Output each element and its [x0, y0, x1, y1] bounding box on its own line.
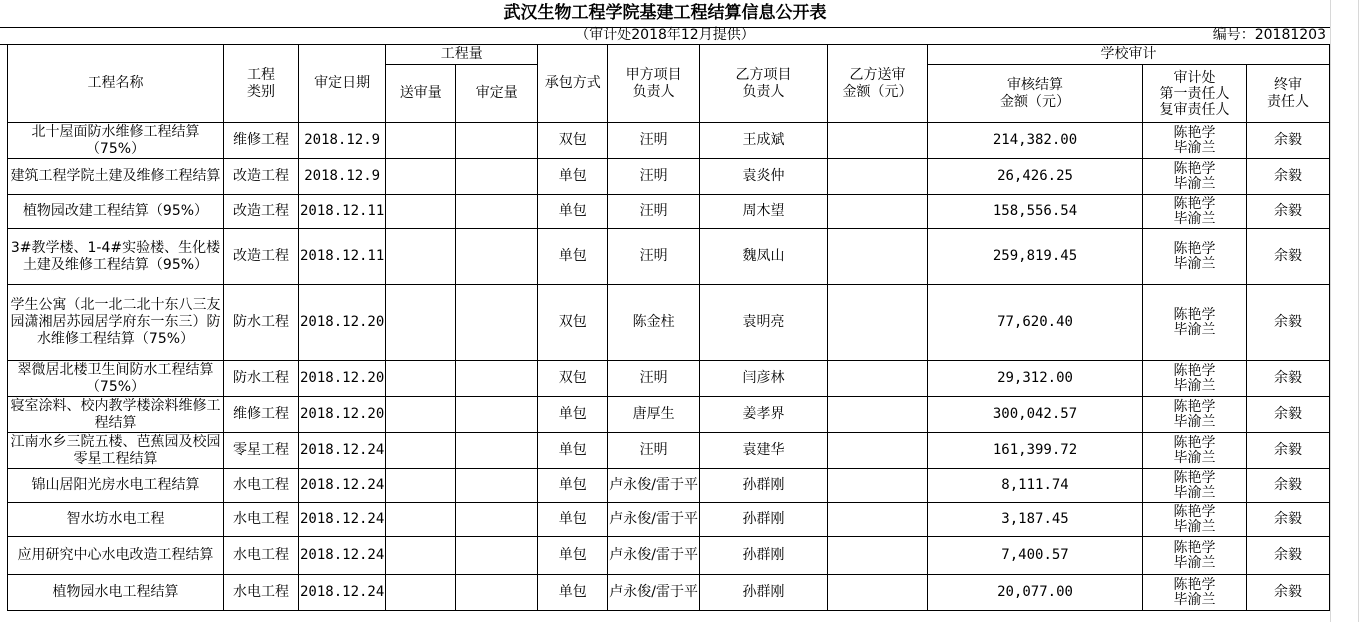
- audit-reviewers-cell[interactable]: [1143, 123, 1247, 159]
- approved-qty-cell[interactable]: [456, 123, 538, 159]
- submitted-qty-cell[interactable]: [386, 159, 456, 195]
- second-auditor: 毕渝兰: [1173, 377, 1216, 394]
- contract-mode-cell[interactable]: 单包: [538, 575, 608, 611]
- header-project-name: 工程名称: [8, 45, 224, 123]
- header-party-b-amount: 乙方送审 金额（元）: [828, 45, 928, 123]
- project-type-cell[interactable]: 防水工程: [224, 361, 299, 397]
- submitted-qty-cell[interactable]: [386, 537, 456, 575]
- project-name-cell[interactable]: 应用研究中心水电改造工程结算: [8, 537, 224, 575]
- party-b-manager-cell[interactable]: 闫彦林: [700, 361, 828, 397]
- party-a-manager-cell[interactable]: 汪明: [608, 433, 700, 469]
- table-row: [8, 229, 1330, 285]
- final-reviewer-cell[interactable]: 余毅: [1247, 433, 1330, 469]
- audit-amount-cell[interactable]: 8,111.74: [928, 469, 1143, 503]
- party-b-amount-cell[interactable]: [828, 195, 928, 229]
- first-auditor: 陈艳学: [1173, 503, 1216, 520]
- submitted-qty-cell[interactable]: [386, 397, 456, 433]
- final-reviewer-cell[interactable]: 余毅: [1247, 575, 1330, 611]
- table-row: [8, 285, 1330, 361]
- document-number: 编号：20181203: [1212, 27, 1326, 43]
- party-a-manager-cell[interactable]: 汪明: [608, 159, 700, 195]
- contract-mode-cell[interactable]: 单包: [538, 397, 608, 433]
- audit-amount-cell[interactable]: 29,312.00: [928, 361, 1143, 397]
- settlement-table: [7, 44, 1330, 611]
- audit-reviewers-cell[interactable]: [1143, 469, 1247, 503]
- audit-reviewers-cell[interactable]: [1143, 361, 1247, 397]
- party-b-amount-cell[interactable]: [828, 469, 928, 503]
- final-reviewer-cell[interactable]: 余毅: [1247, 361, 1330, 397]
- first-auditor: 陈艳学: [1173, 124, 1216, 141]
- project-type-cell[interactable]: 防水工程: [224, 285, 299, 361]
- table-row: [8, 195, 1330, 229]
- header-final-reviewer: 终审 责任人: [1247, 65, 1330, 123]
- second-auditor: 毕渝兰: [1173, 413, 1216, 430]
- party-b-manager-cell[interactable]: 姜孝界: [700, 397, 828, 433]
- audit-reviewers-cell[interactable]: [1143, 575, 1247, 611]
- submitted-qty-cell[interactable]: [386, 503, 456, 537]
- audit-amount-cell[interactable]: 300,042.57: [928, 397, 1143, 433]
- submitted-qty-cell[interactable]: [386, 575, 456, 611]
- party-b-manager-cell[interactable]: 魏凤山: [700, 229, 828, 285]
- submitted-qty-cell[interactable]: [386, 361, 456, 397]
- approved-qty-cell[interactable]: [456, 469, 538, 503]
- first-auditor: 陈艳学: [1173, 469, 1216, 486]
- project-name-cell[interactable]: 北十屋面防水维修工程结算（75%）: [8, 123, 224, 159]
- party-b-manager-cell[interactable]: 孙群刚: [700, 537, 828, 575]
- audit-reviewers-cell[interactable]: [1143, 159, 1247, 195]
- contract-mode-cell[interactable]: 单包: [538, 195, 608, 229]
- second-auditor: 毕渝兰: [1173, 449, 1216, 466]
- audit-reviewers-cell[interactable]: [1143, 229, 1247, 285]
- project-type-cell[interactable]: 水电工程: [224, 575, 299, 611]
- audit-amount-cell[interactable]: 77,620.40: [928, 285, 1143, 361]
- approval-date-cell[interactable]: 2018.12.9: [299, 123, 386, 159]
- table-row: [8, 503, 1330, 537]
- party-b-manager-cell[interactable]: 袁炎仲: [700, 159, 828, 195]
- document-title: 武汉生物工程学院基建工程结算信息公开表: [0, 0, 1330, 28]
- party-a-manager-cell[interactable]: 卢永俊/雷于平: [608, 503, 700, 537]
- project-name-cell[interactable]: 植物园水电工程结算: [8, 575, 224, 611]
- audit-reviewers-cell[interactable]: [1143, 397, 1247, 433]
- audit-amount-cell[interactable]: 158,556.54: [928, 195, 1143, 229]
- header-party-b-manager: 乙方项目 负责人: [700, 45, 828, 123]
- project-name-cell[interactable]: 锦山居阳光房水电工程结算: [8, 469, 224, 503]
- subtitle-row: [0, 27, 1330, 45]
- header-party-a-manager: 甲方项目 负责人: [608, 45, 700, 123]
- project-type-cell[interactable]: 维修工程: [224, 397, 299, 433]
- table-row: [8, 433, 1330, 469]
- second-auditor: 毕渝兰: [1173, 484, 1216, 501]
- approved-qty-cell[interactable]: [456, 433, 538, 469]
- party-a-manager-cell[interactable]: 陈金柱: [608, 285, 700, 361]
- header-approved-qty: 审定量: [456, 65, 538, 123]
- approved-qty-cell[interactable]: [456, 195, 538, 229]
- final-reviewer-cell[interactable]: 余毅: [1247, 537, 1330, 575]
- approval-date-cell[interactable]: 2018.12.20: [299, 361, 386, 397]
- approval-date-cell[interactable]: 2018.12.20: [299, 285, 386, 361]
- party-b-amount-cell[interactable]: [828, 123, 928, 159]
- sheet-gridline: [1330, 0, 1331, 622]
- first-auditor: 陈艳学: [1173, 398, 1216, 415]
- submitted-qty-cell[interactable]: [386, 285, 456, 361]
- party-b-amount-cell[interactable]: [828, 397, 928, 433]
- party-b-amount-cell[interactable]: [828, 537, 928, 575]
- first-auditor: 陈艳学: [1173, 306, 1216, 323]
- header-row-1: [8, 45, 1330, 65]
- table-row: [8, 469, 1330, 503]
- party-a-manager-cell[interactable]: 唐厚生: [608, 397, 700, 433]
- approved-qty-cell[interactable]: [456, 397, 538, 433]
- final-reviewer-cell[interactable]: 余毅: [1247, 503, 1330, 537]
- final-reviewer-cell[interactable]: 余毅: [1247, 229, 1330, 285]
- table-row: [8, 123, 1330, 159]
- header-contract-mode: 承包方式: [538, 45, 608, 123]
- party-b-amount-cell[interactable]: [828, 433, 928, 469]
- audit-amount-cell[interactable]: 20,077.00: [928, 575, 1143, 611]
- audit-amount-cell[interactable]: 3,187.45: [928, 503, 1143, 537]
- approval-date-cell[interactable]: 2018.12.24: [299, 503, 386, 537]
- party-b-manager-cell[interactable]: 袁建华: [700, 433, 828, 469]
- party-b-manager-cell[interactable]: 孙群刚: [700, 575, 828, 611]
- contract-mode-cell[interactable]: 单包: [538, 537, 608, 575]
- second-auditor: 毕渝兰: [1173, 255, 1216, 272]
- approved-qty-cell[interactable]: [456, 361, 538, 397]
- party-b-amount-cell[interactable]: [828, 159, 928, 195]
- project-name-cell[interactable]: 建筑工程学院土建及维修工程结算: [8, 159, 224, 195]
- first-auditor: 陈艳学: [1173, 539, 1216, 556]
- header-audit-reviewers: 审计处 第一责任人 复审责任人: [1143, 65, 1247, 123]
- audit-amount-cell[interactable]: 7,400.57: [928, 537, 1143, 575]
- project-name-cell[interactable]: 智水坊水电工程: [8, 503, 224, 537]
- second-auditor: 毕渝兰: [1173, 591, 1216, 608]
- project-type-cell[interactable]: 维修工程: [224, 123, 299, 159]
- first-auditor: 陈艳学: [1173, 434, 1216, 451]
- party-b-manager-cell[interactable]: 孙群刚: [700, 503, 828, 537]
- approval-date-cell[interactable]: 2018.12.9: [299, 159, 386, 195]
- submitted-qty-cell[interactable]: [386, 469, 456, 503]
- header-submitted-qty: 送审量: [386, 65, 456, 123]
- contract-mode-cell[interactable]: 单包: [538, 503, 608, 537]
- party-b-amount-cell[interactable]: [828, 503, 928, 537]
- contract-mode-cell[interactable]: 双包: [538, 123, 608, 159]
- submitted-qty-cell[interactable]: [386, 229, 456, 285]
- first-auditor: 陈艳学: [1173, 195, 1216, 212]
- project-type-cell[interactable]: 改造工程: [224, 159, 299, 195]
- final-reviewer-cell[interactable]: 余毅: [1247, 469, 1330, 503]
- contract-mode-cell[interactable]: 双包: [538, 285, 608, 361]
- approved-qty-cell[interactable]: [456, 159, 538, 195]
- audit-amount-cell[interactable]: 214,382.00: [928, 123, 1143, 159]
- party-b-amount-cell[interactable]: [828, 285, 928, 361]
- audit-reviewers-cell[interactable]: [1143, 285, 1247, 361]
- party-b-manager-cell[interactable]: 周木望: [700, 195, 828, 229]
- project-type-cell[interactable]: 零星工程: [224, 433, 299, 469]
- second-auditor: 毕渝兰: [1173, 175, 1216, 192]
- project-type-cell[interactable]: 水电工程: [224, 537, 299, 575]
- party-a-manager-cell[interactable]: 汪明: [608, 123, 700, 159]
- second-auditor: 毕渝兰: [1173, 554, 1216, 571]
- second-auditor: 毕渝兰: [1173, 518, 1216, 535]
- second-auditor: 毕渝兰: [1173, 321, 1216, 338]
- table-row: [8, 537, 1330, 575]
- contract-mode-cell[interactable]: 单包: [538, 469, 608, 503]
- approval-date-cell[interactable]: 2018.12.24: [299, 469, 386, 503]
- approval-date-cell[interactable]: 2018.12.24: [299, 433, 386, 469]
- party-a-manager-cell[interactable]: 汪明: [608, 195, 700, 229]
- header-audit-amount: 审核结算 金额（元）: [928, 65, 1143, 123]
- audit-reviewers-cell[interactable]: [1143, 433, 1247, 469]
- first-auditor: 陈艳学: [1173, 362, 1216, 379]
- party-a-manager-cell[interactable]: 卢永俊/雷于平: [608, 537, 700, 575]
- approved-qty-cell[interactable]: [456, 575, 538, 611]
- audit-reviewers-cell[interactable]: [1143, 195, 1247, 229]
- final-reviewer-cell[interactable]: 余毅: [1247, 159, 1330, 195]
- final-reviewer-cell[interactable]: 余毅: [1247, 195, 1330, 229]
- project-name-cell[interactable]: 植物园改建工程结算（95%）: [8, 195, 224, 229]
- submitted-qty-cell[interactable]: [386, 195, 456, 229]
- first-auditor: 陈艳学: [1173, 240, 1216, 257]
- final-reviewer-cell[interactable]: 余毅: [1247, 397, 1330, 433]
- project-type-cell[interactable]: 改造工程: [224, 195, 299, 229]
- audit-amount-cell[interactable]: 259,819.45: [928, 229, 1143, 285]
- second-auditor: 毕渝兰: [1173, 210, 1216, 227]
- approved-qty-cell[interactable]: [456, 285, 538, 361]
- first-auditor: 陈艳学: [1173, 160, 1216, 177]
- party-b-amount-cell[interactable]: [828, 361, 928, 397]
- approval-date-cell[interactable]: 2018.12.11: [299, 229, 386, 285]
- second-auditor: 毕渝兰: [1173, 139, 1216, 156]
- submitted-qty-cell[interactable]: [386, 433, 456, 469]
- approval-date-cell[interactable]: 2018.12.24: [299, 537, 386, 575]
- contract-mode-cell[interactable]: 单包: [538, 229, 608, 285]
- header-project-type: 工程 类别: [224, 45, 299, 123]
- approval-date-cell[interactable]: 2018.12.11: [299, 195, 386, 229]
- approved-qty-cell[interactable]: [456, 229, 538, 285]
- header-school-audit-group: 学校审计: [928, 45, 1330, 65]
- approval-date-cell[interactable]: 2018.12.24: [299, 575, 386, 611]
- project-name-cell[interactable]: 寝室涂料、校内教学楼涂料维修工程结算: [8, 397, 224, 433]
- party-a-manager-cell[interactable]: 汪明: [608, 361, 700, 397]
- approval-date-cell[interactable]: 2018.12.20: [299, 397, 386, 433]
- contract-mode-cell[interactable]: 单包: [538, 433, 608, 469]
- party-a-manager-cell[interactable]: 卢永俊/雷于平: [608, 575, 700, 611]
- project-type-cell[interactable]: 水电工程: [224, 469, 299, 503]
- table-row: [8, 397, 1330, 433]
- project-name-cell[interactable]: 3#教学楼、1-4#实验楼、生化楼土建及维修工程结算（95%）: [8, 229, 224, 285]
- table-row: [8, 361, 1330, 397]
- project-type-cell[interactable]: 水电工程: [224, 503, 299, 537]
- contract-mode-cell[interactable]: 单包: [538, 159, 608, 195]
- audit-reviewers-cell[interactable]: [1143, 503, 1247, 537]
- party-b-amount-cell[interactable]: [828, 575, 928, 611]
- audit-amount-cell[interactable]: 161,399.72: [928, 433, 1143, 469]
- party-a-manager-cell[interactable]: 汪明: [608, 229, 700, 285]
- party-b-amount-cell[interactable]: [828, 229, 928, 285]
- project-name-cell[interactable]: 翠微居北楼卫生间防水工程结算（75%）: [8, 361, 224, 397]
- header-quantity-group: 工程量: [386, 45, 538, 65]
- contract-mode-cell[interactable]: 双包: [538, 361, 608, 397]
- header-approval-date: 审定日期: [299, 45, 386, 123]
- audit-reviewers-cell[interactable]: [1143, 537, 1247, 575]
- submitted-qty-cell[interactable]: [386, 123, 456, 159]
- project-name-cell[interactable]: 江南水乡三院五楼、芭蕉园及校园零星工程结算: [8, 433, 224, 469]
- party-b-manager-cell[interactable]: 王成斌: [700, 123, 828, 159]
- table-row: [8, 159, 1330, 195]
- final-reviewer-cell[interactable]: 余毅: [1247, 285, 1330, 361]
- approved-qty-cell[interactable]: [456, 503, 538, 537]
- project-type-cell[interactable]: 改造工程: [224, 229, 299, 285]
- table-row: [8, 575, 1330, 611]
- party-b-manager-cell[interactable]: 孙群刚: [700, 469, 828, 503]
- first-auditor: 陈艳学: [1173, 576, 1216, 593]
- document-subtitle: （审计处2018年12月提供）: [575, 27, 755, 43]
- final-reviewer-cell[interactable]: 余毅: [1247, 123, 1330, 159]
- approved-qty-cell[interactable]: [456, 537, 538, 575]
- audit-amount-cell[interactable]: 26,426.25: [928, 159, 1143, 195]
- party-b-manager-cell[interactable]: 袁明亮: [700, 285, 828, 361]
- party-a-manager-cell[interactable]: 卢永俊/雷于平: [608, 469, 700, 503]
- project-name-cell[interactable]: 学生公寓（北一北二北十东八三友园潇湘居苏园居学府东一东三）防水维修工程结算（75%）: [8, 285, 224, 361]
